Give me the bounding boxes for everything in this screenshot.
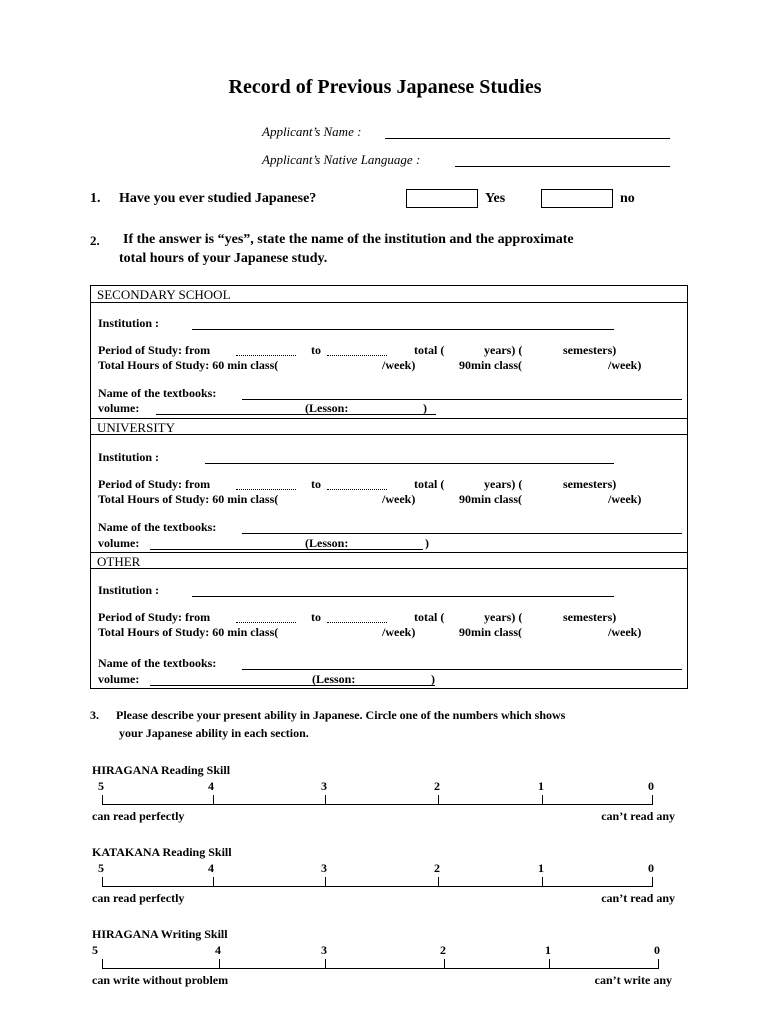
scale-option-0[interactable]: 0: [648, 779, 654, 793]
total-label: total (: [414, 477, 445, 491]
section-heading-other: OTHER: [90, 552, 688, 569]
scale-tick: [652, 795, 653, 805]
scale-tick: [219, 959, 220, 969]
years-label: years) (: [484, 343, 523, 357]
q2-line2: total hours of your Japanese study.: [119, 251, 328, 266]
week-label: /week): [382, 625, 416, 639]
hours-label: Total Hours of Study: 60 min class(: [98, 492, 279, 506]
yes-label: Yes: [485, 191, 506, 206]
scale-option-2[interactable]: 2: [434, 779, 440, 793]
no-label: no: [620, 191, 635, 206]
native-language-field[interactable]: [455, 166, 670, 167]
scale-option-2[interactable]: 2: [440, 943, 446, 957]
university-textbooks-field[interactable]: [242, 533, 682, 534]
scale-tick: [102, 959, 103, 969]
scale-right-label: can’t read any: [601, 809, 675, 823]
scale-left-label: can write without problem: [92, 973, 229, 987]
applicant-name-label: Applicant’s Name :: [262, 124, 362, 139]
ninety-min-label: 90min class(: [459, 625, 522, 639]
scale-option-3[interactable]: 3: [321, 943, 327, 957]
scale-option-1[interactable]: 1: [538, 861, 544, 875]
scale-tick: [325, 795, 326, 805]
scale-option-4[interactable]: 4: [208, 779, 214, 793]
scale-tick: [102, 795, 103, 805]
scale-tick: [325, 959, 326, 969]
university-from-field[interactable]: [236, 489, 296, 490]
scale-tick: [438, 877, 439, 887]
week-label: /week): [608, 358, 642, 372]
scale-option-5[interactable]: 5: [98, 861, 104, 875]
scale-option-4[interactable]: 4: [208, 861, 214, 875]
week-label: /week): [382, 358, 416, 372]
q3-number: 3.: [90, 708, 99, 722]
institution-label: Institution :: [98, 450, 160, 464]
scale-left-label: can read perfectly: [92, 809, 185, 823]
scale-tick: [102, 877, 103, 887]
q2-number: 2.: [90, 233, 100, 248]
scale-option-4[interactable]: 4: [215, 943, 221, 957]
volume-label: volume:: [98, 536, 140, 550]
no-checkbox[interactable]: [541, 189, 613, 208]
period-from-label: Period of Study: from: [98, 343, 211, 357]
scale-tick: [213, 795, 214, 805]
lesson-close: ): [423, 401, 427, 415]
q3-line2: your Japanese ability in each section.: [119, 726, 309, 740]
scale-tick: [658, 959, 659, 969]
scale-axis: [102, 886, 652, 887]
scale-tick: [213, 877, 214, 887]
to-label: to: [311, 610, 321, 624]
scale-tick: [542, 795, 543, 805]
scale-option-5[interactable]: 5: [92, 943, 98, 957]
scale-tick: [325, 877, 326, 887]
secondary-textbooks-field[interactable]: [242, 399, 682, 400]
native-language-label: Applicant’s Native Language :: [262, 152, 421, 167]
semesters-label: semesters): [563, 610, 617, 624]
scale-option-1[interactable]: 1: [538, 779, 544, 793]
years-label: years) (: [484, 610, 523, 624]
secondary-volume-field[interactable]: [156, 414, 436, 415]
lesson-label: (Lesson:: [312, 672, 356, 686]
period-from-label: Period of Study: from: [98, 477, 211, 491]
week-label: /week): [608, 625, 642, 639]
secondary-institution-field[interactable]: [192, 329, 614, 330]
scale-tick: [438, 795, 439, 805]
semesters-label: semesters): [563, 343, 617, 357]
other-to-field[interactable]: [327, 622, 387, 623]
lesson-close: ): [431, 672, 435, 686]
scale-axis: [102, 804, 652, 805]
applicant-name-field[interactable]: [385, 138, 670, 139]
week-label: /week): [608, 492, 642, 506]
university-volume-field[interactable]: [150, 549, 423, 550]
other-textbooks-field[interactable]: [242, 669, 682, 670]
ninety-min-label: 90min class(: [459, 358, 522, 372]
textbooks-label: Name of the textbooks:: [98, 656, 217, 670]
institution-label: Institution :: [98, 316, 160, 330]
semesters-label: semesters): [563, 477, 617, 491]
q3-line1: Please describe your present ability in Japanese. Circle one of the numbers which shows: [116, 708, 566, 722]
lesson-label: (Lesson:: [305, 536, 349, 550]
secondary-from-field[interactable]: [236, 355, 296, 356]
lesson-label: (Lesson:: [305, 401, 349, 415]
other-volume-field[interactable]: [150, 685, 435, 686]
yes-checkbox[interactable]: [406, 189, 478, 208]
scale-option-1[interactable]: 1: [545, 943, 551, 957]
scale-tick: [444, 959, 445, 969]
total-label: total (: [414, 610, 445, 624]
scale-option-2[interactable]: 2: [434, 861, 440, 875]
institution-label: Institution :: [98, 583, 160, 597]
scale-tick: [549, 959, 550, 969]
total-label: total (: [414, 343, 445, 357]
to-label: to: [311, 343, 321, 357]
scale-option-0[interactable]: 0: [654, 943, 660, 957]
q1-number: 1.: [90, 191, 101, 206]
scale-right-label: can’t write any: [594, 973, 672, 987]
scale-option-5[interactable]: 5: [98, 779, 104, 793]
period-from-label: Period of Study: from: [98, 610, 211, 624]
hours-label: Total Hours of Study: 60 min class(: [98, 625, 279, 639]
page-title: Record of Previous Japanese Studies: [228, 76, 542, 98]
week-label: /week): [382, 492, 416, 506]
textbooks-label: Name of the textbooks:: [98, 520, 217, 534]
volume-label: volume:: [98, 672, 140, 686]
other-from-field[interactable]: [236, 622, 296, 623]
q1-text: Have you ever studied Japanese?: [119, 191, 317, 206]
scale-option-3[interactable]: 3: [321, 779, 327, 793]
scale-option-3[interactable]: 3: [321, 861, 327, 875]
scale-right-label: can’t read any: [601, 891, 675, 905]
textbooks-label: Name of the textbooks:: [98, 386, 217, 400]
hours-label: Total Hours of Study: 60 min class(: [98, 358, 279, 372]
section-heading-university: UNIVERSITY: [90, 418, 688, 435]
ninety-min-label: 90min class(: [459, 492, 522, 506]
scale-tick: [652, 877, 653, 887]
university-institution-field[interactable]: [205, 463, 614, 464]
lesson-close: ): [425, 536, 429, 550]
scale-option-0[interactable]: 0: [648, 861, 654, 875]
to-label: to: [311, 477, 321, 491]
scale-tick: [542, 877, 543, 887]
scale-axis: [102, 968, 658, 969]
scale-left-label: can read perfectly: [92, 891, 185, 905]
scale-title-hiragana-writing: HIRAGANA Writing Skill: [92, 927, 228, 941]
scale-title-katakana-reading: KATAKANA Reading Skill: [92, 845, 232, 859]
section-heading-secondary: SECONDARY SCHOOL: [90, 286, 688, 303]
q2-line1: If the answer is “yes”, state the name of the institution and the approximate: [123, 232, 574, 247]
volume-label: volume:: [98, 401, 140, 415]
university-to-field[interactable]: [327, 489, 387, 490]
scale-title-hiragana-reading: HIRAGANA Reading Skill: [92, 763, 231, 777]
other-institution-field[interactable]: [192, 596, 614, 597]
years-label: years) (: [484, 477, 523, 491]
secondary-to-field[interactable]: [327, 355, 387, 356]
